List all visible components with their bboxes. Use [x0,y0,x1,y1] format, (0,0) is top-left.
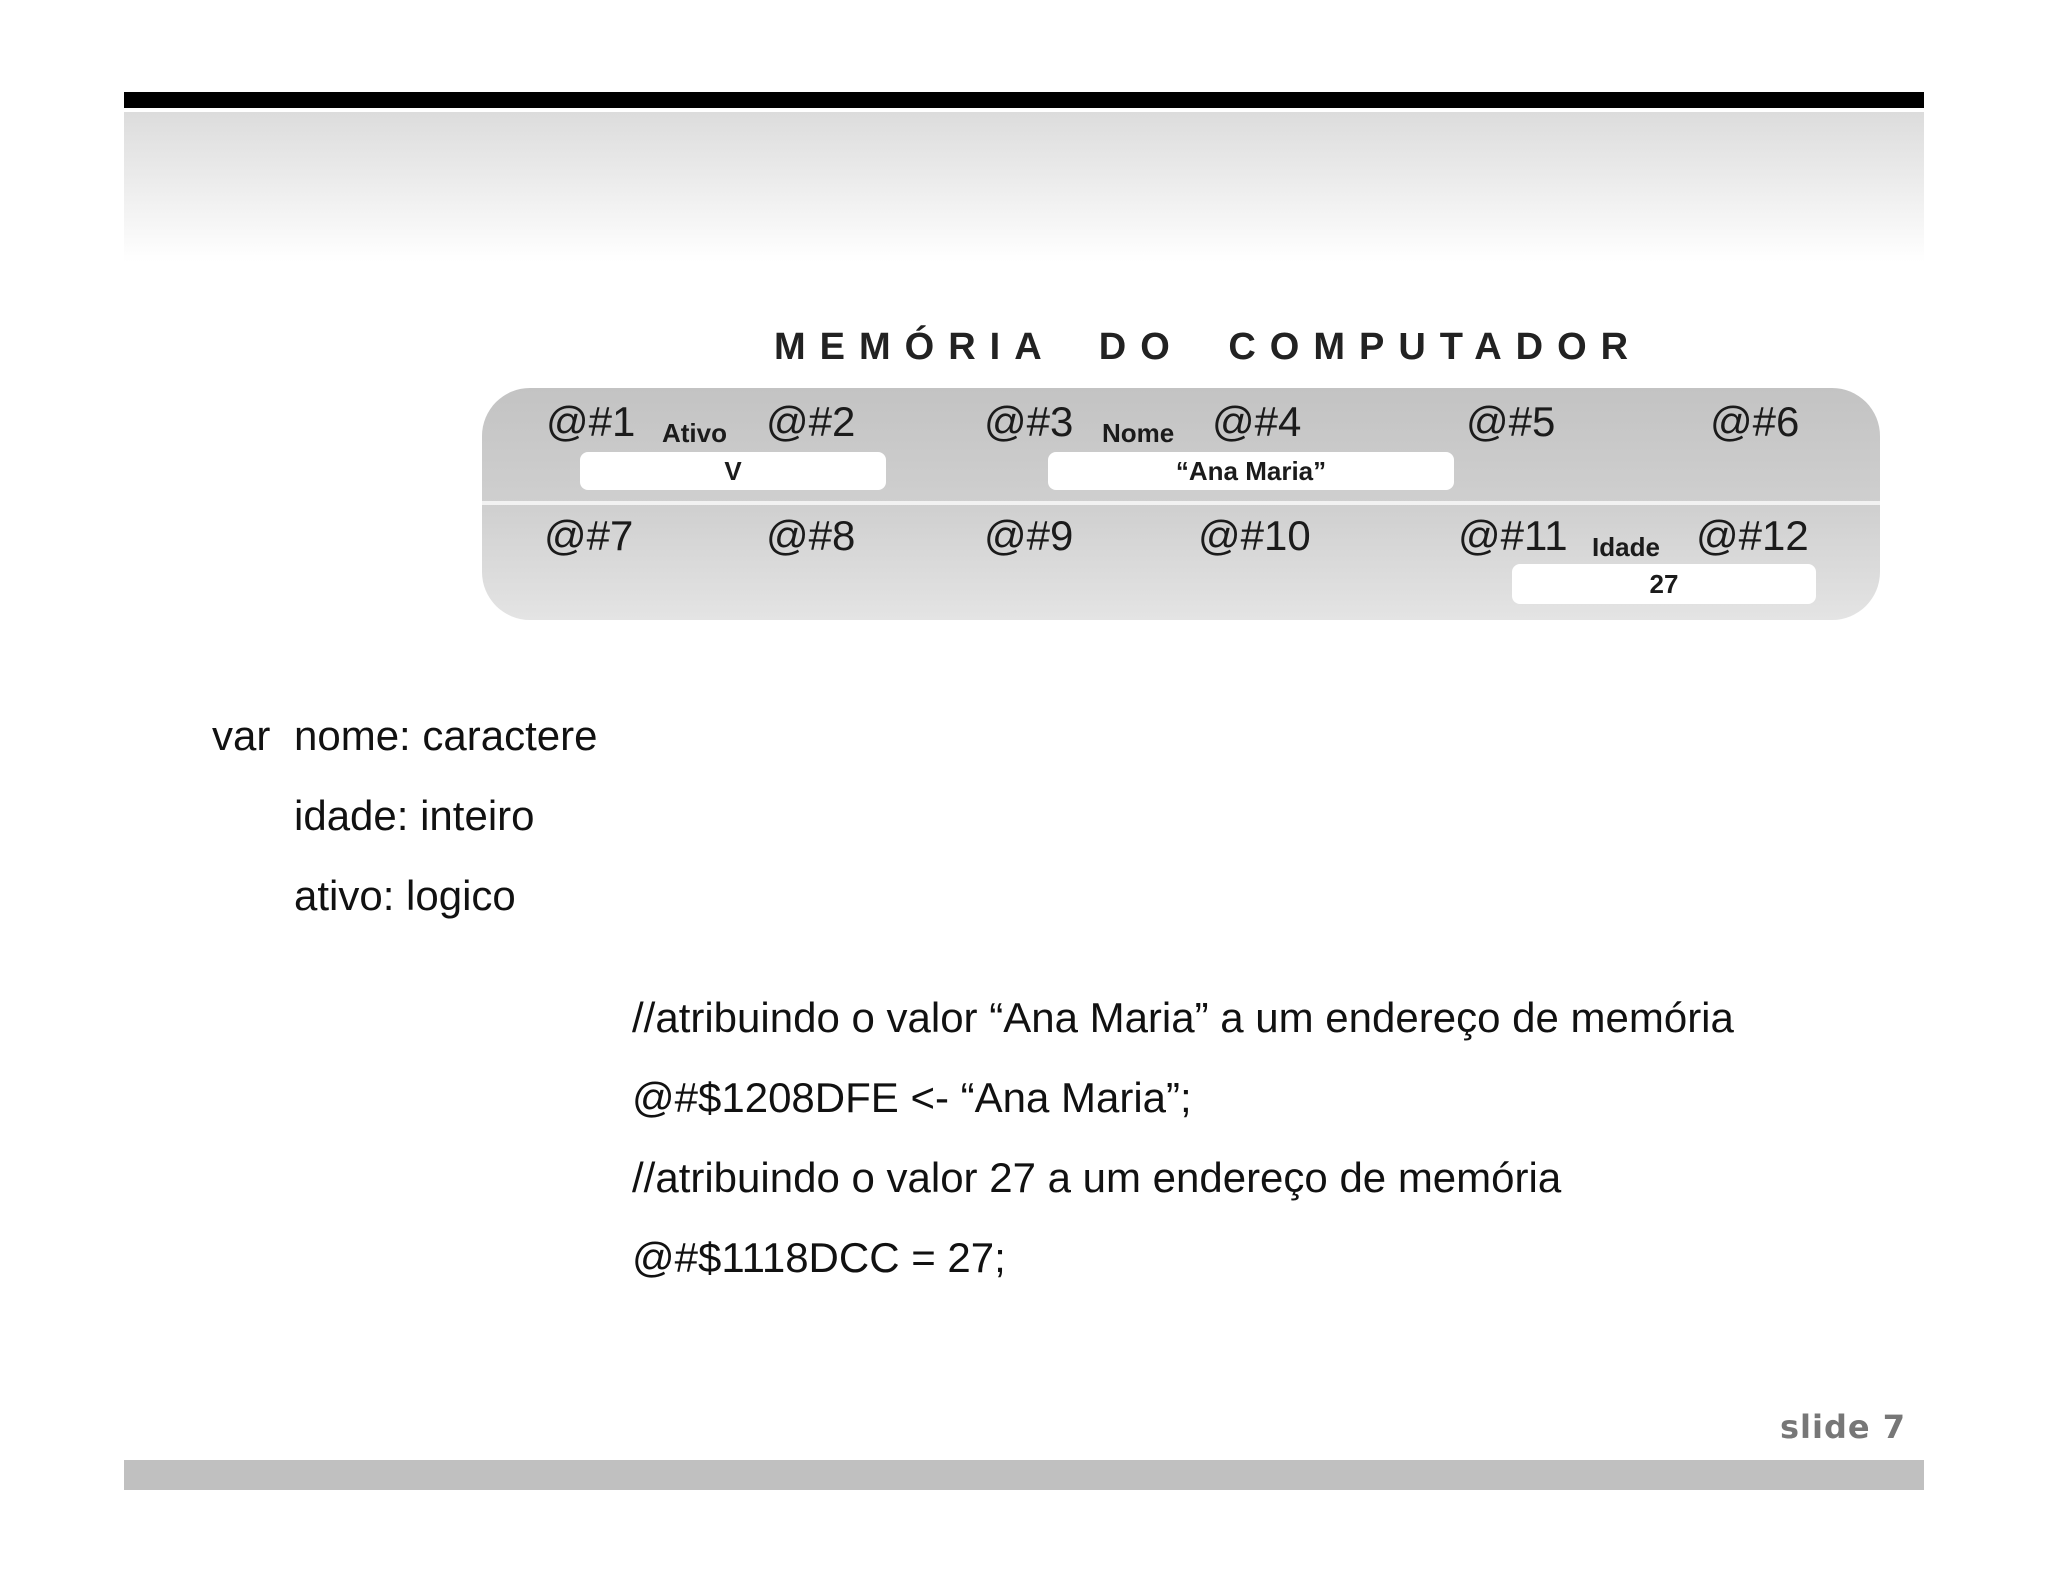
code-statement: @#$1118DCC = 27; [632,1234,1006,1281]
address-7: @#7 [544,512,634,559]
var-label-nome: Nome [1102,418,1175,448]
var-label-ativo: Ativo [662,418,727,448]
address-3: @#3 [984,398,1074,445]
address-12: @#12 [1696,512,1809,559]
value-ativo: V [724,455,742,486]
value-nome: “Ana Maria” [1175,455,1327,486]
address-6: @#6 [1710,398,1800,445]
declaration-line: nome: caractere [294,712,598,759]
value-box-idade [1512,564,1816,604]
memory-diagram [482,388,1880,620]
value-box-ativo [580,452,886,490]
header-bar [124,92,1924,108]
header-gradient [124,112,1924,262]
slide-number: slide 7 [1780,1408,1906,1446]
code-comment: //atribuindo o valor “Ana Maria” a um endereço de memória [632,994,1734,1041]
value-box-nome [1048,452,1454,490]
address-4: @#4 [1212,398,1302,445]
value-idade: 27 [1649,568,1679,599]
address-1: @#1 [546,398,636,445]
address-9: @#9 [984,512,1074,559]
code-statement: @#$1208DFE <- “Ana Maria”; [632,1074,1192,1121]
var-keyword: var [212,712,271,759]
address-5: @#5 [1466,398,1556,445]
declaration-line: idade: inteiro [294,792,535,839]
var-label-idade: Idade [1592,532,1660,562]
address-10: @#10 [1198,512,1311,559]
memory-row-divider [482,501,1880,505]
declaration-line: ativo: logico [294,872,516,919]
address-2: @#2 [766,398,856,445]
footer-bar [124,1460,1924,1490]
address-8: @#8 [766,512,856,559]
address-11: @#11 [1458,512,1568,559]
code-comment: //atribuindo o valor 27 a um endereço de memória [632,1154,1562,1201]
memory-title: MEMÓRIA DO COMPUTADOR [774,326,1643,368]
